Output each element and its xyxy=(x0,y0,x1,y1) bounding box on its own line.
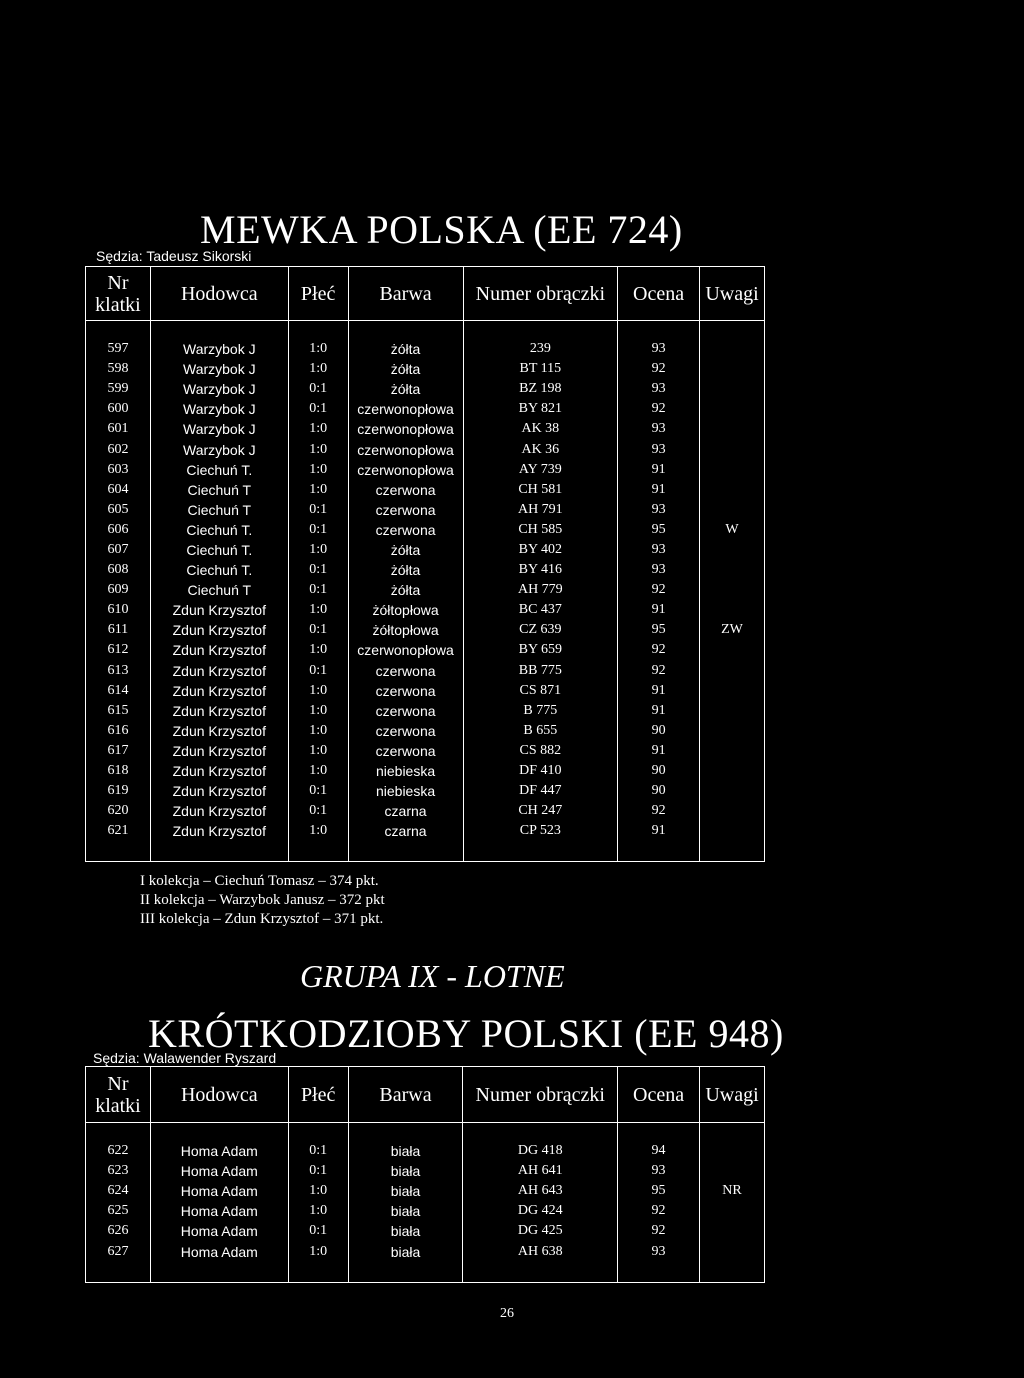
cell-ocena: 90 xyxy=(618,781,700,801)
cell-uwagi xyxy=(699,1201,764,1221)
cell-ocena: 91 xyxy=(618,681,700,701)
cell-numer: BY 402 xyxy=(463,540,618,560)
header-hodowca: Hodowca xyxy=(150,1067,288,1123)
cell-nr: 614 xyxy=(86,681,151,701)
cell-ocena: 92 xyxy=(618,399,700,419)
cell-numer: CH 581 xyxy=(463,480,618,500)
cell-numer: AH 779 xyxy=(463,580,618,600)
cell-nr: 620 xyxy=(86,801,151,821)
cell-hodowca: Homa Adam xyxy=(150,1201,288,1221)
cell-barwa: czerwona xyxy=(348,480,463,500)
cell-barwa: biała xyxy=(348,1201,463,1221)
cell-plec: 0:1 xyxy=(288,379,348,399)
cell-nr: 609 xyxy=(86,580,151,600)
cell-uwagi xyxy=(700,540,765,560)
cell-plec: 1:0 xyxy=(288,419,348,439)
cell-nr: 623 xyxy=(86,1161,151,1181)
cell-plec: 0:1 xyxy=(288,1221,348,1241)
cell-numer: DG 424 xyxy=(463,1201,618,1221)
header-hodowca: Hodowca xyxy=(150,267,288,321)
table-row xyxy=(86,500,765,520)
table-row xyxy=(86,419,765,439)
cell-barwa: czerwonopłowa xyxy=(348,640,463,660)
cell-ocena: 91 xyxy=(618,600,700,620)
header-nr-klatki: Nr klatki xyxy=(86,267,151,321)
cell-uwagi: NR xyxy=(699,1181,764,1201)
collection-3: III kolekcja – Zdun Krzysztof – 371 pkt. xyxy=(140,911,384,927)
table-row xyxy=(86,1161,765,1181)
cell-hodowca: Zdun Krzysztof xyxy=(150,821,288,862)
cell-nr: 611 xyxy=(86,620,151,640)
cell-hodowca: Homa Adam xyxy=(150,1181,288,1201)
cell-plec: 1:0 xyxy=(288,321,348,360)
table-row xyxy=(86,1181,765,1201)
cell-numer: AH 638 xyxy=(463,1241,618,1282)
cell-ocena: 92 xyxy=(618,359,700,379)
cell-plec: 0:1 xyxy=(288,520,348,540)
cell-nr: 606 xyxy=(86,520,151,540)
cell-hodowca: Zdun Krzysztof xyxy=(150,620,288,640)
cell-plec: 0:1 xyxy=(288,580,348,600)
header-numer-obraczki: Numer obrączki xyxy=(463,267,618,321)
cell-numer: CS 882 xyxy=(463,741,618,761)
table-row xyxy=(86,681,765,701)
cell-hodowca: Zdun Krzysztof xyxy=(150,640,288,660)
cell-barwa: czerwona xyxy=(348,520,463,540)
cell-plec: 1:0 xyxy=(288,701,348,721)
table-row xyxy=(86,1123,765,1162)
cell-hodowca: Zdun Krzysztof xyxy=(150,741,288,761)
table-row xyxy=(86,640,765,660)
cell-barwa: żółta xyxy=(348,560,463,580)
cell-uwagi xyxy=(700,721,765,741)
cell-ocena: 90 xyxy=(618,761,700,781)
table-row xyxy=(86,460,765,480)
table-row xyxy=(86,1221,765,1241)
table-row xyxy=(86,661,765,681)
table-row xyxy=(86,540,765,560)
cell-numer: DF 447 xyxy=(463,781,618,801)
cell-hodowca: Ciechuń T. xyxy=(150,460,288,480)
cell-hodowca: Homa Adam xyxy=(150,1123,288,1162)
table-row xyxy=(86,379,765,399)
cell-hodowca: Warzybok J xyxy=(150,439,288,459)
cell-plec: 1:0 xyxy=(288,1181,348,1201)
cell-uwagi xyxy=(700,600,765,620)
cell-numer: BY 416 xyxy=(463,560,618,580)
cell-uwagi xyxy=(700,359,765,379)
cell-barwa: czerwonopłowa xyxy=(348,439,463,459)
cell-barwa: żółtopłowa xyxy=(348,620,463,640)
table-row xyxy=(86,721,765,741)
cell-ocena: 91 xyxy=(618,741,700,761)
cell-uwagi xyxy=(699,1123,764,1162)
cell-ocena: 92 xyxy=(618,640,700,660)
cell-nr: 625 xyxy=(86,1201,151,1221)
results-table-krotkodzioby xyxy=(85,1066,765,1283)
cell-hodowca: Ciechuń T. xyxy=(150,520,288,540)
cell-barwa: czerwona xyxy=(348,681,463,701)
header-nr-klatki: Nr klatki xyxy=(86,1067,151,1123)
cell-uwagi xyxy=(699,1241,764,1282)
cell-hodowca: Zdun Krzysztof xyxy=(150,701,288,721)
cell-plec: 1:0 xyxy=(288,540,348,560)
cell-barwa: biała xyxy=(348,1181,463,1201)
cell-ocena: 93 xyxy=(618,321,700,360)
cell-uwagi xyxy=(700,439,765,459)
table-row xyxy=(86,399,765,419)
cell-barwa: żółtopłowa xyxy=(348,600,463,620)
cell-ocena: 93 xyxy=(618,1241,700,1282)
cell-numer: CH 247 xyxy=(463,801,618,821)
cell-plec: 1:0 xyxy=(288,741,348,761)
cell-numer: B 775 xyxy=(463,701,618,721)
table-row xyxy=(86,480,765,500)
cell-plec: 0:1 xyxy=(288,801,348,821)
cell-plec: 1:0 xyxy=(288,721,348,741)
cell-ocena: 93 xyxy=(618,379,700,399)
cell-plec: 1:0 xyxy=(288,439,348,459)
cell-nr: 612 xyxy=(86,640,151,660)
cell-numer: BC 437 xyxy=(463,600,618,620)
cell-ocena: 93 xyxy=(618,439,700,459)
cell-plec: 0:1 xyxy=(288,1123,348,1162)
cell-hodowca: Zdun Krzysztof xyxy=(150,661,288,681)
cell-hodowca: Warzybok J xyxy=(150,321,288,360)
cell-plec: 0:1 xyxy=(288,781,348,801)
cell-uwagi xyxy=(699,1221,764,1241)
cell-plec: 1:0 xyxy=(288,681,348,701)
cell-uwagi xyxy=(700,460,765,480)
cell-nr: 598 xyxy=(86,359,151,379)
cell-barwa: żółta xyxy=(348,580,463,600)
table-row xyxy=(86,821,765,862)
cell-ocena: 94 xyxy=(618,1123,700,1162)
cell-hodowca: Zdun Krzysztof xyxy=(150,600,288,620)
header-plec: Płeć xyxy=(288,1067,348,1123)
header-uwagi: Uwagi xyxy=(700,267,765,321)
cell-ocena: 93 xyxy=(618,500,700,520)
cell-numer: CP 523 xyxy=(463,821,618,862)
cell-plec: 0:1 xyxy=(288,500,348,520)
cell-uwagi xyxy=(700,321,765,360)
cell-hodowca: Warzybok J xyxy=(150,419,288,439)
cell-uwagi xyxy=(700,781,765,801)
cell-uwagi xyxy=(700,761,765,781)
header-barwa: Barwa xyxy=(348,267,463,321)
cell-ocena: 91 xyxy=(618,480,700,500)
table-row xyxy=(86,560,765,580)
cell-uwagi xyxy=(700,681,765,701)
page-number: 26 xyxy=(500,1306,514,1321)
cell-hodowca: Zdun Krzysztof xyxy=(150,761,288,781)
cell-plec: 1:0 xyxy=(288,480,348,500)
cell-nr: 603 xyxy=(86,460,151,480)
cell-uwagi xyxy=(700,741,765,761)
cell-barwa: żółta xyxy=(348,540,463,560)
cell-numer: B 655 xyxy=(463,721,618,741)
cell-uwagi xyxy=(700,419,765,439)
cell-plec: 1:0 xyxy=(288,640,348,660)
cell-plec: 0:1 xyxy=(288,661,348,681)
cell-uwagi: ZW xyxy=(700,620,765,640)
table-row xyxy=(86,439,765,459)
cell-barwa: biała xyxy=(348,1161,463,1181)
cell-hodowca: Homa Adam xyxy=(150,1221,288,1241)
table-row xyxy=(86,801,765,821)
cell-uwagi xyxy=(700,661,765,681)
table-row xyxy=(86,580,765,600)
cell-barwa: czarna xyxy=(348,821,463,862)
collection-1: I kolekcja – Ciechuń Tomasz – 374 pkt. xyxy=(140,873,379,889)
cell-nr: 619 xyxy=(86,781,151,801)
section-title-krotkodzioby: KRÓTKODZIOBY POLSKI (EE 948) xyxy=(148,1011,784,1056)
cell-ocena: 90 xyxy=(618,721,700,741)
cell-uwagi xyxy=(700,701,765,721)
cell-ocena: 92 xyxy=(618,801,700,821)
cell-numer: AK 38 xyxy=(463,419,618,439)
cell-uwagi xyxy=(700,560,765,580)
cell-barwa: żółta xyxy=(348,321,463,360)
table-row xyxy=(86,761,765,781)
cell-nr: 615 xyxy=(86,701,151,721)
cell-hodowca: Zdun Krzysztof xyxy=(150,781,288,801)
cell-plec: 0:1 xyxy=(288,399,348,419)
cell-numer: DG 425 xyxy=(463,1221,618,1241)
cell-plec: 1:0 xyxy=(288,761,348,781)
cell-barwa: żółta xyxy=(348,379,463,399)
results-table-mewka xyxy=(85,266,765,862)
cell-ocena: 93 xyxy=(618,560,700,580)
table-row xyxy=(86,1201,765,1221)
header-barwa: Barwa xyxy=(348,1067,463,1123)
table-row xyxy=(86,520,765,540)
cell-hodowca: Ciechuń T. xyxy=(150,540,288,560)
cell-uwagi xyxy=(700,500,765,520)
cell-barwa: biała xyxy=(348,1123,463,1162)
cell-uwagi xyxy=(700,801,765,821)
cell-uwagi xyxy=(700,480,765,500)
cell-hodowca: Warzybok J xyxy=(150,379,288,399)
cell-hodowca: Ciechuń T xyxy=(150,500,288,520)
cell-nr: 616 xyxy=(86,721,151,741)
cell-ocena: 92 xyxy=(618,1201,700,1221)
cell-hodowca: Ciechuń T xyxy=(150,580,288,600)
table-row xyxy=(86,359,765,379)
table-row xyxy=(86,321,765,360)
cell-hodowca: Zdun Krzysztof xyxy=(150,681,288,701)
cell-plec: 1:0 xyxy=(288,1201,348,1221)
cell-uwagi xyxy=(700,580,765,600)
table-row xyxy=(86,1241,765,1282)
cell-plec: 1:0 xyxy=(288,359,348,379)
cell-barwa: czerwona xyxy=(348,741,463,761)
cell-nr: 608 xyxy=(86,560,151,580)
cell-hodowca: Ciechuń T xyxy=(150,480,288,500)
cell-hodowca: Ciechuń T. xyxy=(150,560,288,580)
cell-ocena: 92 xyxy=(618,1221,700,1241)
cell-nr: 600 xyxy=(86,399,151,419)
cell-numer: CS 871 xyxy=(463,681,618,701)
cell-numer: AY 739 xyxy=(463,460,618,480)
cell-numer: AK 36 xyxy=(463,439,618,459)
cell-ocena: 93 xyxy=(618,1161,700,1181)
cell-barwa: niebieska xyxy=(348,761,463,781)
cell-ocena: 91 xyxy=(618,821,700,862)
cell-numer: DG 418 xyxy=(463,1123,618,1162)
cell-barwa: żółta xyxy=(348,359,463,379)
cell-nr: 604 xyxy=(86,480,151,500)
cell-nr: 626 xyxy=(86,1221,151,1241)
cell-nr: 599 xyxy=(86,379,151,399)
cell-ocena: 92 xyxy=(618,580,700,600)
cell-barwa: czerwona xyxy=(348,661,463,681)
cell-plec: 0:1 xyxy=(288,620,348,640)
cell-hodowca: Zdun Krzysztof xyxy=(150,721,288,741)
cell-plec: 1:0 xyxy=(288,821,348,862)
table-row xyxy=(86,741,765,761)
cell-numer: DF 410 xyxy=(463,761,618,781)
header-numer-obraczki: Numer obrączki xyxy=(463,1067,618,1123)
cell-uwagi xyxy=(699,1161,764,1181)
cell-ocena: 92 xyxy=(618,661,700,681)
cell-ocena: 95 xyxy=(618,520,700,540)
group-title: GRUPA IX - LOTNE xyxy=(300,958,565,994)
cell-barwa: biała xyxy=(348,1241,463,1282)
cell-nr: 602 xyxy=(86,439,151,459)
table-row xyxy=(86,600,765,620)
cell-nr: 605 xyxy=(86,500,151,520)
judge-label: Sędzia: Tadeusz Sikorski xyxy=(96,248,252,264)
cell-numer: AH 791 xyxy=(463,500,618,520)
collection-2: II kolekcja – Warzybok Janusz – 372 pkt xyxy=(140,892,385,908)
cell-plec: 1:0 xyxy=(288,460,348,480)
table-row xyxy=(86,781,765,801)
cell-numer: BY 821 xyxy=(463,399,618,419)
cell-uwagi xyxy=(700,379,765,399)
cell-uwagi: W xyxy=(700,520,765,540)
header-uwagi: Uwagi xyxy=(699,1067,764,1123)
cell-nr: 607 xyxy=(86,540,151,560)
cell-ocena: 95 xyxy=(618,620,700,640)
cell-barwa: niebieska xyxy=(348,781,463,801)
cell-barwa: czerwonopłowa xyxy=(348,399,463,419)
cell-ocena: 93 xyxy=(618,419,700,439)
cell-hodowca: Warzybok J xyxy=(150,359,288,379)
cell-plec: 0:1 xyxy=(288,1161,348,1181)
cell-uwagi xyxy=(700,399,765,419)
cell-nr: 624 xyxy=(86,1181,151,1201)
cell-ocena: 95 xyxy=(618,1181,700,1201)
cell-ocena: 91 xyxy=(618,460,700,480)
cell-hodowca: Homa Adam xyxy=(150,1161,288,1181)
cell-hodowca: Zdun Krzysztof xyxy=(150,801,288,821)
cell-uwagi xyxy=(700,640,765,660)
cell-nr: 597 xyxy=(86,321,151,360)
cell-ocena: 93 xyxy=(618,540,700,560)
cell-numer: CZ 639 xyxy=(463,620,618,640)
cell-numer: AH 641 xyxy=(463,1161,618,1181)
header-ocena: Ocena xyxy=(618,267,700,321)
cell-nr: 617 xyxy=(86,741,151,761)
cell-nr: 621 xyxy=(86,821,151,862)
collection-summary xyxy=(140,872,385,929)
cell-numer: BT 115 xyxy=(463,359,618,379)
cell-barwa: czarna xyxy=(348,801,463,821)
cell-numer: BZ 198 xyxy=(463,379,618,399)
section-title-mewka: MEWKA POLSKA (EE 724) xyxy=(200,207,683,252)
table-row xyxy=(86,620,765,640)
cell-nr: 618 xyxy=(86,761,151,781)
cell-barwa: czerwona xyxy=(348,721,463,741)
cell-nr: 622 xyxy=(86,1123,151,1162)
cell-plec: 0:1 xyxy=(288,560,348,580)
cell-nr: 627 xyxy=(86,1241,151,1282)
cell-barwa: czerwona xyxy=(348,500,463,520)
cell-plec: 1:0 xyxy=(288,1241,348,1282)
table-row xyxy=(86,701,765,721)
cell-plec: 1:0 xyxy=(288,600,348,620)
cell-hodowca: Homa Adam xyxy=(150,1241,288,1282)
cell-numer: 239 xyxy=(463,321,618,360)
cell-ocena: 91 xyxy=(618,701,700,721)
cell-barwa: biała xyxy=(348,1221,463,1241)
cell-uwagi xyxy=(700,821,765,862)
header-plec: Płeć xyxy=(288,267,348,321)
cell-barwa: czerwonopłowa xyxy=(348,419,463,439)
cell-numer: BB 775 xyxy=(463,661,618,681)
cell-nr: 610 xyxy=(86,600,151,620)
cell-hodowca: Warzybok J xyxy=(150,399,288,419)
cell-nr: 613 xyxy=(86,661,151,681)
cell-barwa: czerwonopłowa xyxy=(348,460,463,480)
header-ocena: Ocena xyxy=(618,1067,700,1123)
cell-nr: 601 xyxy=(86,419,151,439)
cell-numer: BY 659 xyxy=(463,640,618,660)
judge-label: Sędzia: Walawender Ryszard xyxy=(93,1050,277,1066)
cell-numer: AH 643 xyxy=(463,1181,618,1201)
cell-numer: CH 585 xyxy=(463,520,618,540)
cell-barwa: czerwona xyxy=(348,701,463,721)
